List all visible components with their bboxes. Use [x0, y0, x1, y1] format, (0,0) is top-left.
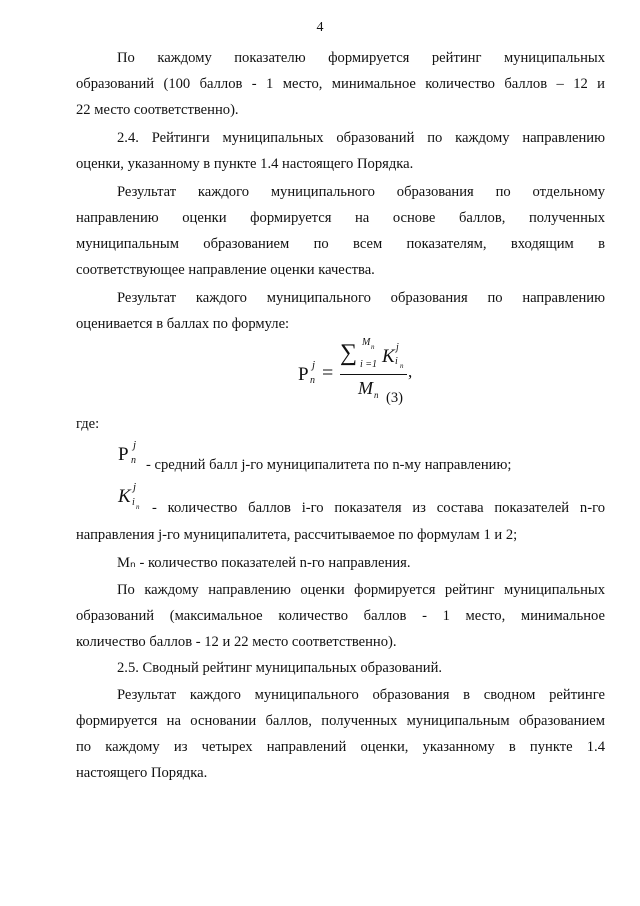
formula-term-subscript: i — [395, 356, 398, 367]
where-label: где: — [76, 416, 100, 432]
formula-number: (3) — [386, 390, 404, 406]
page-number: 4 — [316, 20, 324, 35]
symbol-subsubscript: n — [136, 503, 140, 511]
paragraph-line: соответствующее направление оценки качества. — [76, 262, 375, 278]
formula-sum-lower: i =1 — [360, 359, 378, 370]
paragraph-line: образований (100 баллов - 1 место, минимальное количество баллов – 12 и — [76, 76, 605, 92]
paragraph-line: Результат каждого муниципального образования в сводном рейтинге — [117, 687, 605, 703]
section-heading-line: 2.5. Сводный рейтинг муниципальных образований. — [117, 660, 443, 676]
formula-lhs-symbol: P — [298, 364, 309, 385]
symbol-subscript: n — [131, 455, 136, 466]
definition-text: направления j-го муниципалитета, рассчитываемое по формулам 1 и 2; — [76, 527, 518, 543]
formula-sum-upper: M — [362, 337, 371, 348]
formula-sum-upper-subscript: n — [371, 343, 375, 351]
formula-term-symbol: K — [382, 346, 395, 367]
paragraph-line: образований (максимальное количество баллов - 1 место, минимальное — [76, 608, 605, 624]
paragraph-line: По каждому показателю формируется рейтинг муниципальных — [117, 50, 605, 66]
symbol-superscript: j — [133, 481, 137, 493]
definition-text: - средний балл j-го муниципалитета по n-му направлению; — [146, 457, 512, 473]
definition-text: - количество баллов i-го показателя из состава показателей n-го — [152, 500, 605, 516]
paragraph-line: по каждому из четырех направлений оценки, указанному в пункте 1.4 — [76, 739, 605, 755]
symbol-p-n-j — [118, 439, 148, 472]
paragraph-line: настоящего Порядка. — [76, 765, 208, 781]
section-heading-line: 2.4. Рейтинги муниципальных образований по каждому направлению — [117, 130, 605, 146]
symbol-main: P — [118, 444, 129, 465]
paragraph-line: По каждому направлению оценки формируется рейтинг муниципальных — [117, 582, 605, 598]
paragraph-line: направлению оценки формируется на основе баллов, полученных — [76, 210, 605, 226]
paragraph-line: Результат каждого муниципального образования по отдельному — [117, 184, 605, 200]
formula-term-superscript: j — [396, 342, 399, 353]
paragraph-line: оценивается в баллах по формуле: — [76, 316, 290, 332]
symbol-superscript: j — [133, 439, 137, 451]
paragraph-line: муниципальным образованием по всем показателям, входящим в — [76, 236, 605, 252]
paragraph-line: количество баллов - 12 и 22 место соответственно). — [76, 634, 397, 650]
symbol-k-in-j — [118, 481, 148, 516]
formula-denominator-subscript: n — [374, 390, 379, 400]
formula-lhs-subscript: n — [310, 375, 315, 386]
formula-term-subsubscript: n — [400, 362, 404, 370]
formula-equals: = — [322, 362, 334, 384]
definition-text: Mₙ - количество показателей n-го направления. — [117, 555, 411, 571]
section-heading-line: оценки, указанному в пункте 1.4 настоящего Порядка. — [76, 156, 414, 172]
paragraph-line: формируется на основании баллов, полученных муниципальным образованием — [76, 713, 605, 729]
paragraph-line: 22 место соответственно). — [76, 102, 239, 118]
formula-sum-sign: ∑ — [340, 340, 358, 366]
symbol-subscript: i — [132, 497, 135, 508]
fraction-bar — [340, 374, 407, 375]
symbol-main: K — [118, 486, 131, 507]
formula-denominator: M — [358, 378, 373, 398]
formula-comma: , — [408, 362, 413, 381]
formula-lhs-superscript: j — [312, 359, 316, 371]
formula-3 — [292, 334, 452, 404]
paragraph-line: Результат каждого муниципального образования по направлению — [117, 290, 605, 306]
